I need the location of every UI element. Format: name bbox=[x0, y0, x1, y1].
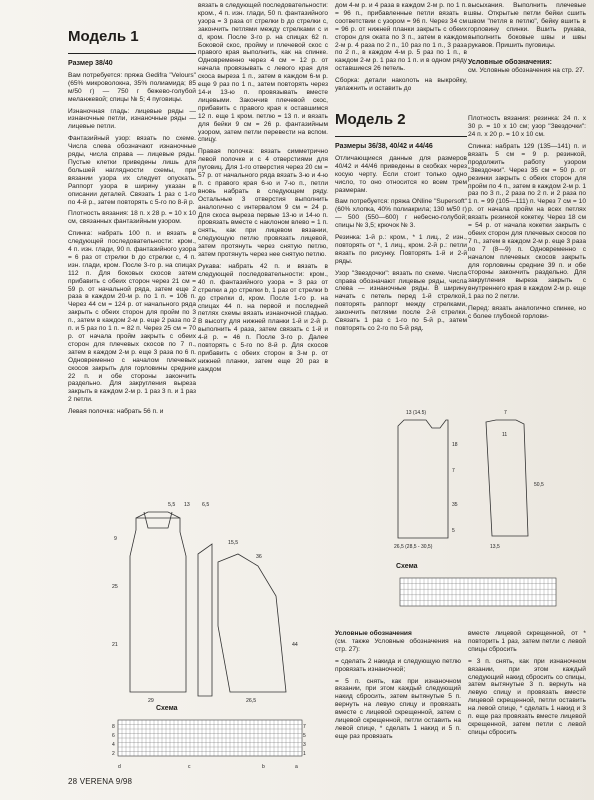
model1-materials: Вам потребуется: пряжа Gedifra "Velours" (65% микроволокна, 35% полиамида; 85 м/50 г) — 750 г бежево-голубой меланжевой; спицы № 5; 4 пуговицы. bbox=[68, 71, 196, 103]
column-1 bbox=[68, 20, 196, 420]
legend2-title: Условные обозначения bbox=[335, 630, 412, 637]
svg-text:a: a bbox=[295, 764, 298, 770]
model2-front: Перед: вязать аналогично спинке, но с более глубокой горлови- bbox=[468, 305, 586, 320]
svg-text:5: 5 bbox=[303, 733, 306, 739]
dim-a: 5,5 bbox=[168, 502, 176, 508]
model1-legend-title: Условные обозначения: bbox=[468, 59, 552, 67]
svg-text:d: d bbox=[118, 764, 121, 770]
model1-density: Плотность вязания: 18 п. х 28 р. = 10 х 10 см, связанных фантазийным узором. bbox=[68, 210, 196, 226]
dim2-top: 13 (14.5) bbox=[406, 410, 427, 416]
svg-text:b: b bbox=[262, 764, 265, 770]
dim-c: 6,5 bbox=[202, 502, 210, 508]
model2-sizes: Размеры 36/38, 40/42 и 44/46 bbox=[335, 142, 433, 150]
model2-pattern-diagram bbox=[386, 406, 556, 556]
dim-sleeve-top: 36 bbox=[256, 554, 262, 560]
svg-text:4: 4 bbox=[112, 742, 115, 748]
dim-side: 44 bbox=[292, 642, 298, 648]
model2-legend-cont bbox=[468, 630, 586, 741]
dim-hem: 29 bbox=[148, 698, 154, 704]
dim2-slv-b: 13,5 bbox=[490, 544, 500, 550]
model1-finishing: высыхания. Выполнить плечевые швы. Открытые петли бейки сшить швом "петля в петлю", бейку вшить в горловину спинки. Вшить рукава, выполнить боковые швы и швы рукавов. Пришить пуговицы. bbox=[468, 2, 586, 49]
model2-rib: Резинка: 1-й р.: кром., * 1 лиц., 2 изн., повторять от *, 1 лиц., кром. 2-й р.: петли вязать по рисунку. Повторять 1-й и 2-й ряды. bbox=[335, 234, 467, 265]
dim2-side: 35 bbox=[452, 502, 458, 508]
model1-fancy-pattern: Фантазийный узор: вязать по схеме. Числа слева обозначают изнаночные ряды, числа справа — лицевые ряды. Пустые клетки приведены лишь для большей наглядности схемы, при вязании узора их следует опускать. Раппорт узора в ширину указан в описании деталей. Связать 1 раз с 1-го по 4-й р., затем повторять с 5-го по 8-й р. bbox=[68, 135, 196, 206]
dim2-rib: 5 bbox=[452, 528, 455, 534]
legend2-item2: = 5 п. снять, как при изнаночном вязании, при этом каждый следующий накид сбросить, затем вытянутые 5 п. вернуть на левую спицу и провязать вместе с лицевой скрещенной, затем с лицевой скрещенной, петли оставить на левой спице, * сделать 1 накид и 5 п. еще раз провязать bbox=[335, 677, 461, 740]
model1-size: Размер 38/40 bbox=[68, 60, 113, 67]
title-rule-2 bbox=[335, 136, 467, 137]
model1-legend: см. Условные обозначения на стр. 27. bbox=[468, 67, 585, 75]
svg-text:6: 6 bbox=[112, 733, 115, 739]
schema2-label: Схема bbox=[396, 563, 418, 570]
model1-purl: Изнаночная гладь: лицевые ряды — изнаночные петли, изнаночные ряды — лицевые петли. bbox=[68, 107, 196, 131]
model1-left-front: Левая полочка: набрать 56 п. и bbox=[68, 408, 164, 416]
svg-text:3: 3 bbox=[303, 742, 306, 748]
model2-legend bbox=[335, 630, 461, 745]
legend2-item3: = 3 п. снять, как при изнаночном вязании, при этом каждый следующий накид сбросить со спицы, затем вытянутые 3 п. вернуть на левую спицу и провязать вместе лицевой скрещенной, петли оставить на левой спице, * сделать 1 накид и 3 п. еще раз провязать вместе лицевой скрещенной, затем петли с левой спицы сбросить bbox=[468, 657, 586, 736]
dim2-armhole: 7 bbox=[452, 468, 455, 474]
dim2-slv-top: 7 bbox=[504, 410, 507, 416]
model2-back: Спинка: набрать 129 (135—141) п. и вязать 5 см = 9 р. резинкой, продолжить работу узором "Звездочки". Через 35 см = 50 р. от резинки закрыть с обеих сторон для пройм по 4 п., затем в каждом 2-м р. 1 раз по 3 п., 2 раза по 2 п. и 2 раза по 1 п. = 99 (105—111) п. Через 7 см = 10 р. от начала пройм на всех петлях вязать резинкой кокетку. Через 18 см = 54 р. от начала кокетки закрыть с обеих сторон для плечевых скосов по 7 п., затем в каждом 2-м р. еще 3 раза по 7 (8—9) п. Одновременно с началом плечевых скосов закрыть для горловины средние 39 п. и обе стороны закончить раздельно. Для закругления выреза закрыть с внутреннего края в каждом 2-м р. еще 1 раз по 2 петли. bbox=[468, 142, 586, 301]
dim-h2: 25 bbox=[112, 584, 118, 590]
page-folio: 28 VERENA 9/98 bbox=[68, 777, 133, 786]
dim-h1: 9 bbox=[114, 536, 117, 542]
model1-sleeves: Рукава: набрать 42 п. и вязать в следующей последовательности: кром., 40 п. фантазийного узора = 3 раз от стрелки а до стрелки b, 1 раз от стрелки b до стрелки d, кром. После 1-го р. на спицах 44 п. на первой и последней петлях схемы вязать изнаночной гладью. В высоту для нижней планки 1-й и 2-й р. выполнить 4 раза, затем связать с 1-й и 4-й р. = 46 п. После 3-го р. Далее повторять с 5-го по 8-й р. Для скосов прибавить с обеих сторон в 3-м р. от нижней планки, затем еще 20 раз в каждом bbox=[198, 263, 328, 373]
model1-pattern-diagram bbox=[108, 496, 328, 706]
model2-materials: Вам потребуется: пряжа ONline "Supersoft" (60% хлопка, 40% полиакрила; 130 м/50 г) — 500 (550—600) г небесно-голубой; спицы № 3,5; крючок № 3. bbox=[335, 198, 467, 230]
schema1-label: Схема bbox=[156, 705, 178, 712]
dim-b: 13 bbox=[184, 502, 190, 508]
model2-knit-chart bbox=[396, 574, 562, 612]
model2-title: Модель 2 bbox=[335, 110, 406, 128]
legend2-item2b: вместе лицевой скрещенной, от * повторить 1 раз, затем петли с левой спицы сбросить bbox=[468, 630, 586, 653]
model1-knit-chart bbox=[112, 716, 308, 770]
dim2-yoke: 18 bbox=[452, 442, 458, 448]
dim2-slv-mid: 11 bbox=[502, 432, 508, 438]
model1-assembly: Сборка: детали наколоть на выкройку, увлажнить и оставить до bbox=[335, 77, 467, 93]
dim-sleeve-w: 26,5 bbox=[246, 698, 257, 704]
svg-text:1: 1 bbox=[303, 751, 306, 757]
column-4 bbox=[468, 2, 586, 325]
model1-right-front: Правая полочка: вязать симметрично левой полочке и с 4 отверстиями для пуговиц. Для 1-го отверстия через 20 см = 57 р. от начального ряда вязать 3-ю и 4-ю п. с правого края 6-ю и 7-ю п., петли вновь набрать в следующем ряду. Остальные 3 отверстия выполнить аналогично с интервалом 9 см = 24 р. Для скоса выреза первые 13-ю и 14-ю п. провязать вместе с наклоном влево = 1 п. снять, как при лицевом вязании, следующую петлю провязать лицевой, затем протянуть через снятую петлю, затем протянуть через нее снятую петлю. bbox=[198, 148, 328, 259]
svg-text:8: 8 bbox=[112, 724, 115, 730]
column-2 bbox=[198, 2, 328, 378]
dim2-slv-h: 50,5 bbox=[534, 482, 544, 488]
svg-text:2: 2 bbox=[112, 751, 115, 757]
model1-title: Модель 1 bbox=[68, 28, 139, 45]
title-rule bbox=[68, 53, 196, 54]
model1-back: Спинка: набрать 100 п. и вязать в следующей последовательности: кром., 4 п. изн. глади, 90 п. фантазийного узора = 6 раз от стрелки b до стрелки с, 4 п. изн. глади, кром. После 3-го р. на спицах 112 п. Для боковых скосов затем прибавить с обеих сторон через 21 см = 59 р. от начальной ряда, затем еще 2 раза в каждом 20-м р. по 1 п. = 106 п. Через 44 см = 124 р. от начального ряда закрыть с обеих сторон для пройм по 3 п., затем в каждом 2-м р. еще 2 раза по 2 п. и 5 раз по 1 п. = 82 п. Через 25 см = 70 р. от начала пройм закрыть с обеих сторон для плечевых скосов по 7 п., затем в каждом 2-м р. еще 3 раза по 6 п. Одновременно с началом плечевых скосов закрыть для горловины средние 22 п. и обе стороны закончить раздельно. Для закругления выреза закрыть в каждом 2-м р. 1 раз 3 п. и 1 раз 2 петли. bbox=[68, 230, 196, 404]
model1-col3-p1: дом 4-м р. и 4 раза в каждом 2-м р. по 1 п. = 96 п., прибавленные петли вязать в соответствии с узором = 96 п. Через 34 см = 96 р. от нижней планки закрыть с обеих сторон для оката по 3 п., затем в каждом 2-м р. 4 раза по 2 п., 10 раз по 1 п., 3 раза по 2 п., в каждом 4-м р. 5 раз по 1 п., в каждом 2-м р. 1 раз по 1 п. и в одном ряду оставшиеся 26 петель. bbox=[335, 2, 467, 73]
dim2-width: 26,5 (28,5 - 30,5) bbox=[394, 544, 433, 550]
svg-text:7: 7 bbox=[303, 724, 306, 730]
dim-neck: 15,5 bbox=[228, 540, 239, 546]
legend2-body: (см. также Условные обозначения на стр. 27): bbox=[335, 637, 461, 653]
model1-col2-p1: вязать в следующей последовательности: кром., 4 п. изн. глади, 50 п. фантазийного узора = 3 раза от стрелки b до стрелки с, закончить петлями между стрелками с и d, кром. После 3-го р. на спицах 62 п. Боковой скос, пройму и плечевой скос с правого края выполнить, как на спинке. Одновременно через 4 см = 12 р. от начала провязывать с левого края для скоса выреза 1 п., затем в каждом 6-м р. еще 9 раз по 1 п., затем повторять через 14-и 13-ю п. провязывать вместе лицевыми. Закончив плечевой скос, прибавить с правого края к оставшимся 12 п. еще 1 кром. петлю = 13 п. и вязать для бейки 9 см = 26 р. фантазийным узором, затем петли перевести на вспом. спицу. bbox=[198, 2, 328, 144]
model2-density: Плотность вязания: резинка: 24 п. х 30 р. = 10 х 10 см; узор "Звездочки": 24 п. х 20 р. = 10 х 10 см. bbox=[468, 115, 586, 139]
column-3 bbox=[335, 2, 467, 337]
svg-text:c: c bbox=[188, 764, 191, 770]
model2-intro: Отличающиеся данные для размеров 40/42 и 44/46 приведены в скобках через косую черту. Если стоит только одно число, то оно относится ко всем трем размерам. bbox=[335, 154, 467, 194]
model2-star-pattern: Узор "Звездочки": вязать по схеме. Числа справа обозначают лицевые ряды, числа слева — изнаночные ряды. В ширину начать с петель перед 1-й стрелкой, повторять раппорт между стрелками, закончить петлями после 2-й стрелки. Связать 1 раз с 1-го по 5-й р., затем повторять со 2-го по 5-й ряд. bbox=[335, 269, 467, 332]
legend2-item1: = сделать 2 накида и следующую петлю провязать изнаночной; bbox=[335, 657, 461, 673]
dim-h3: 21 bbox=[112, 642, 118, 648]
